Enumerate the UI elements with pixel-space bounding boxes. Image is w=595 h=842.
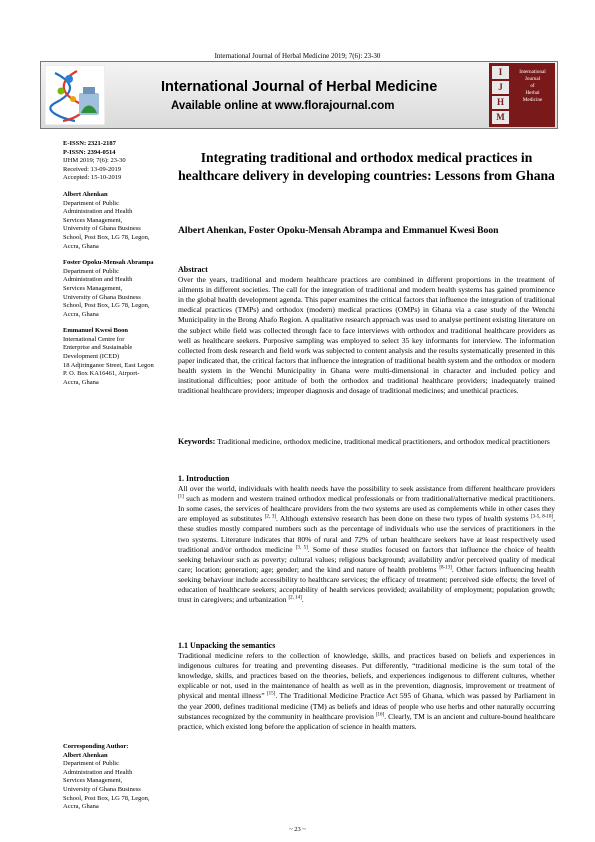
journal-title: International Journal of Herbal Medicine: [161, 79, 438, 95]
introduction-section: [178, 474, 555, 605]
keywords-text: Traditional medicine, orthodox medicine, traditional medical practitioners, and orthodox medical practitioners: [217, 437, 550, 446]
text-run: . The Traditional Medicine Practice Act 595 of Ghana, which was passed by Parliament in the year 2000, defines traditional medicine (TM) as beliefs and ideas of people who use herbs and other naturally occurring substances recognized by the community in healthcare provision: [178, 691, 555, 721]
text-run: . Some of these studies focused on factors that influence the choice of health seeking behaviour such as poverty; cultural values; religious background; availability and/or perceived quality of medical care; location; generation; age; gender; and the kind and nature of health problems: [178, 544, 555, 574]
running-header: International Journal of Herbal Medicine 2019; 7(6): 23-30: [214, 52, 381, 60]
abstract-section: [178, 265, 555, 396]
citation: [15]: [266, 691, 276, 697]
text-run: . Other factors influencing health seeking behaviour include accessibility to healthcare services; the efficacy of treatment; perceived side effects; the level of education of healthcare seekers; acceptability of health services provided; availability of employment; population growth; trust in caregivers; and urbanization: [178, 564, 555, 605]
semantics-heading: 1.1 Unpacking the semantics: [178, 641, 276, 650]
received-date: Received: 13-09-2019: [63, 165, 121, 173]
logo-letter: M: [492, 111, 509, 124]
issue-info: IJHM 2019; 7(6): 23-30: [63, 157, 126, 165]
keywords-label: Keywords:: [178, 437, 216, 446]
citation: [3, 5]: [295, 545, 308, 551]
e-issn: E-ISSN: 2321-2187: [63, 140, 116, 147]
logo-letter: I: [492, 66, 509, 79]
journal-banner: [40, 61, 558, 129]
affiliation-1: Albert Ahenkan Department of Public Administration and Health Services Management, University of Ghana Business School, Post Box, LG 78, Legon, Accra, Ghana: [63, 190, 150, 250]
sidebar-metadata: [63, 140, 175, 387]
article-title: Integrating traditional and orthodox medical practices in healthcare delivery in developing countries: Lessons from Ghana: [178, 150, 555, 183]
citation: [16]: [375, 712, 385, 718]
text-run: .: [301, 595, 304, 605]
semantics-text: [178, 651, 555, 732]
page-number: ~ 23 ~: [289, 826, 306, 833]
text-run: , these studies mostly compared numbers such as the percentage of individuals who use the services of practitioners in the two systems. Literature indicates that 80% of rural and 72% of urban healthcare seekers have at least respectively used traditional and/or orthodox medicine: [178, 514, 555, 554]
introduction-text: [178, 484, 555, 605]
logo-text: International Journal of Herbal Medicine: [519, 69, 546, 103]
introduction-heading: 1. Introduction: [178, 474, 230, 483]
logo-letter: H: [492, 96, 509, 109]
citation: [8-13]: [439, 565, 452, 571]
citation: [1]: [178, 494, 184, 500]
keywords: [178, 437, 555, 447]
journal-website: Available online at www.florajournal.com: [171, 100, 395, 112]
text-run: such as modern and western trained orthodox medical professionals or from traditional/alternative medical practitioners. In some cases, the services of healthcare providers from the two systems are used as complements while in other cases they are employed as substitutes: [178, 494, 555, 524]
semantics-section: [178, 641, 555, 732]
citation: [2, 3]: [264, 514, 276, 520]
affiliation-2: Foster Opoku-Mensah Abrampa Department of Public Administration and Health Services Management, University of Ghana Business School, Post Box, LG 78, Legon, Accra, Ghana: [63, 259, 154, 318]
citation: [2, 14]: [288, 595, 302, 601]
text-run: . Clearly, TM is an ancient and culture-bound healthcare practice, which existed long before the application of science in health matters.: [178, 711, 555, 731]
article-authors: Albert Ahenkan, Foster Opoku-Mensah Abrampa and Emmanuel Kwesi Boon: [178, 225, 499, 236]
text-run: All over the world, individuals with health needs have the possibility to seek assistance from different healthcare providers: [178, 484, 555, 494]
text-run: Traditional medicine refers to the collection of knowledge, skills, and practices based on beliefs and experiences in indigenous cultures for treating and preventing diseases. Put differently, “traditional medicine is the sum total of the knowledge, skills, and practices based on the theories, beliefs, and experiences indigenous to different cultures, whether explicable or not, used in the maintenance of health as well as in the prevention, diagnosis, improvement or treatment of physical and mental illness”: [178, 651, 555, 701]
corresponding-author: Corresponding Author: Albert Ahenkan Department of Public Administration and Health Services Management, University of Ghana Business School, Post Box, LG 78, Legon, Accra, Ghana: [63, 743, 150, 811]
citation: [3-5, 8-10]: [530, 514, 554, 520]
abstract-heading: Abstract: [178, 265, 208, 274]
text-run: . Although extensive research has been done on these two types of health systems: [276, 514, 531, 524]
accepted-date: Accepted: 15-10-2019: [63, 174, 122, 182]
p-issn: P-ISSN: 2394-0514: [63, 148, 116, 156]
ijhm-logo-icon: [489, 63, 555, 127]
logo-letter: J: [492, 81, 509, 94]
affiliation-3: Emmanuel Kwesi Boon International Centre for Enterprise and Sustainable Development (ICED) 18 Adjiringanor Street, East Legon P. O. Box KA16461, Airport- Accra, Ghana: [63, 327, 154, 386]
dna-molecule-logo-icon: [45, 65, 105, 125]
abstract-text: Over the years, traditional and modern healthcare practices are combined in different proportions in the treatment of ailments in different societies. The call for the integration of traditional and modern health systems has gained prominence in the global health development agenda. This paper examines the critical factors that influence the integration of traditional medical practices (TMPs) and orthodox (modern) medical practices (OMPs) in Ghana via a case study of the Wenchi Municipality in the Brong Ahafo Region. A qualitative research approach was used to analyse pertinent existing literature on the subject while field was collected through face to face interviews with orthodox and traditional healthcare providers as well as healthcare seekers. Purposive sampling was employed to select 35 key informants for interview. The information collected from desk research and field work was subjected to content analysis and the results systematically presented in this paper indicated that, the critical factors that influence the integration of traditional health system and the orthodox or modern health system in the Wenchi Municipality in Ghana were multi-dimensional in character and included policy and institutional difficulties; poor attitude of both the orthodox and traditional healthcare providers; inadequately trained traditional healthcare providers; improper diagnosis and dosage of traditional medicines; and unethical practices.: [178, 275, 556, 396]
